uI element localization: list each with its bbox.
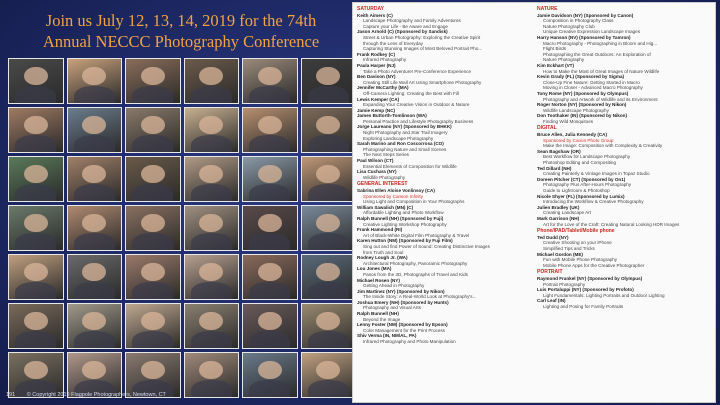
session-title: Personal Practice and Lifestyle Photography Business (363, 118, 474, 124)
speaker-name: Rodney Lough Jr. (WA) (357, 255, 408, 261)
portrait-body (15, 233, 56, 251)
speaker-name: Michael Rosen (NY) (357, 277, 400, 283)
session-title: Best Workflow for Landscape Photography (543, 154, 630, 160)
session-title: Capture your Life - Be Aware and Engage (363, 23, 448, 29)
speaker-name: Frank Rodkey (C) (357, 51, 396, 57)
speaker-name: Bruce Allen, Julia Kennedy (CA) (537, 132, 608, 138)
speaker-photo (125, 58, 181, 104)
portrait-body (74, 282, 115, 300)
slide-title (8, 10, 354, 52)
portrait-head (24, 361, 48, 379)
session-title: Lighting and Posing for Family Portraits (543, 303, 624, 309)
session-title: Affordable Lighting and Photo Workflow (363, 210, 444, 216)
session-title: Portrait Photography (543, 281, 586, 287)
session-title: Photoshop Editing and Compositing (543, 160, 617, 166)
session-title: Sing out and find Power of Sound: Creating Distinctive Images (363, 243, 490, 249)
portrait-head (141, 312, 165, 330)
speaker-name: Sean Bagshaw (OR) (537, 148, 581, 154)
session-title: Art of Black-White Digital Film Photography & Travel (363, 232, 470, 238)
speaker-list-right-column (537, 5, 715, 309)
speaker-name: Ted Dudd (NY) (537, 234, 569, 240)
speaker-photo (184, 205, 240, 251)
speaker-photo (184, 156, 240, 202)
portrait-head (199, 312, 223, 330)
session-title: Sponsored by Canson Infinity (363, 193, 424, 199)
portrait-head (199, 361, 223, 379)
speaker-photo (67, 205, 123, 251)
speaker-photo (242, 156, 298, 202)
speaker-photo (242, 58, 298, 104)
session-title: Wildlife Photography (363, 174, 406, 180)
portrait-body (74, 184, 115, 202)
speaker-photo (242, 254, 298, 300)
session-title: Composition in Photography Class (543, 18, 614, 24)
portrait-body (132, 233, 173, 251)
speaker-photo (301, 58, 357, 104)
portrait-body (249, 233, 290, 251)
session-title: Architectural Photography, Panoramic Photography (363, 260, 468, 266)
session-title: Introducing the Workflow & Creative Photography (543, 199, 644, 205)
speaker-photo (242, 205, 298, 251)
speaker-name: Shiv Verma (IN, NM/AL, PA) (357, 333, 417, 339)
portrait-head (141, 214, 165, 232)
portrait-body (191, 135, 232, 153)
speaker-name: Jorge Laureano (NY) (Sponsored by BHKK) (357, 124, 452, 130)
speaker-name: Jim Martinez (NY) (Sponsored by Nikon) (357, 288, 445, 294)
session-title: Creative Lighting Workshop Photography (363, 221, 447, 227)
speaker-name: Harry Hanson (NV) (Sponsored by Tamron) (537, 34, 631, 40)
portrait-body (191, 282, 232, 300)
portrait-head (82, 312, 106, 330)
session-title: Nature Photography (543, 57, 585, 63)
section-header: NATURE (537, 6, 558, 12)
session-title: Photography and Artwork of Wildlife and its Environment (543, 96, 658, 102)
session-title: Light Fundamentals: Lighting Portraits and Outdoor Lighting (543, 292, 665, 298)
portrait-body (74, 331, 115, 349)
copyright-text: © Copyright 2019 Flagpole Photographers, Newtown, CT (26, 392, 166, 398)
portrait-body (249, 380, 290, 398)
portrait-head (258, 165, 282, 183)
portrait-body (191, 331, 232, 349)
portrait-head (141, 67, 165, 85)
speaker-photo (8, 205, 64, 251)
speaker-photo (125, 107, 181, 153)
speaker-photo (67, 58, 123, 104)
section-header: SATURDAY (357, 6, 384, 12)
speaker-photo (125, 254, 181, 300)
session-title: Creative Shooting on your iPhone (543, 240, 612, 246)
speaker-photo (242, 107, 298, 153)
session-title: Simplified Tips and Tricks (543, 245, 595, 251)
portrait-head (316, 165, 340, 183)
session-title: Night Photography and Star Trail Imagery (363, 130, 448, 136)
title-line-1: Join us July 12, 13, 14, 2019 for the 74th (45, 11, 317, 30)
title-line-2: Annual NECCC Photography Conference (42, 32, 320, 51)
session-title: Creating Still Life Wall Art Using Smartphone Photography (363, 79, 482, 85)
speaker-photo (301, 352, 357, 398)
portrait-body (308, 86, 349, 104)
portrait-head (199, 214, 223, 232)
portrait-head (258, 361, 282, 379)
speaker-name: Raymond Frankel (NY) (Sponsored by Olympus) (537, 275, 643, 281)
speaker-name: Carl Leaf (IN) (537, 298, 566, 304)
portrait-body (15, 184, 56, 202)
speaker-photo (8, 303, 64, 349)
portrait-head (82, 116, 106, 134)
speaker-name: Paula Harper (NJ) (357, 62, 396, 68)
speaker-photo (125, 156, 181, 202)
session-title: Exploring Landscape Photography (363, 135, 434, 141)
speaker-name: Luis Portaluppi (NY) (Sponsored by Profoto) (537, 287, 634, 293)
session-title: Infrared Photography and Photo Manipulation (363, 339, 456, 345)
session-title: Infrared Photography (363, 57, 407, 63)
portrait-body (249, 86, 290, 104)
portrait-body (249, 184, 290, 202)
session-title: Guide to Lightroom & Photoshop (543, 188, 610, 193)
speaker-photo (301, 107, 357, 153)
speaker-name: Julien Bradley (UK) (537, 204, 580, 210)
portrait-head (24, 165, 48, 183)
speaker-name: Ralph Bunnell (NH) (357, 311, 399, 317)
speaker-list-panel (352, 2, 716, 403)
session-title: Photographing the Great Outdoors: An Exploration of (543, 51, 651, 57)
session-title: Finding Wild Mosquitoes (543, 118, 594, 124)
speaker-name: Ben Davison (NY) (357, 74, 396, 80)
portrait-head (82, 67, 106, 85)
portrait-head (141, 263, 165, 281)
speaker-name: Lisa Cuchara (NY) (357, 169, 397, 175)
speaker-photo-grid (8, 58, 356, 398)
portrait-head (141, 361, 165, 379)
portrait-head (316, 361, 340, 379)
speaker-photo (242, 352, 298, 398)
portrait-head (258, 263, 282, 281)
speaker-photo (184, 254, 240, 300)
portrait-body (308, 184, 349, 202)
speaker-photo (8, 254, 64, 300)
portrait-head (199, 263, 223, 281)
portrait-head (258, 67, 282, 85)
portrait-body (249, 331, 290, 349)
portrait-head (24, 116, 48, 134)
session-title: Flight Birds (543, 46, 566, 52)
portrait-body (132, 331, 173, 349)
speaker-name: James Buttorth-Tomlinson (WA) (357, 113, 427, 119)
session-title: Beyond the Image (363, 316, 401, 322)
session-title: Macro Photography - Photographing in Bloom and Hig... (543, 40, 658, 46)
portrait-head (258, 214, 282, 232)
portrait-body (191, 184, 232, 202)
portrait-head (82, 165, 106, 183)
session-title: Capturing Stunning Images of Most Beloved Portrait Pho... (363, 46, 483, 52)
portrait-body (308, 331, 349, 349)
portrait-body (308, 282, 349, 300)
portrait-body (308, 135, 349, 153)
session-title: How to Make the Most of Great Images of Nature Wildlife (543, 68, 660, 74)
speaker-photo (125, 303, 181, 349)
portrait-body (74, 233, 115, 251)
section-header: Phone/IPAD/Tablet/Mobile phone (537, 228, 615, 235)
section-header: DIGITAL (537, 125, 557, 132)
portrait-head (24, 312, 48, 330)
speaker-name: Ted Dillard (NH) (537, 165, 572, 171)
speaker-name: Lewis Kemper (CA) (357, 96, 400, 102)
speaker-name: Doreen Pitcher (CT) (Sponsored by On1) (537, 176, 626, 182)
speaker-list-left-column (357, 5, 535, 345)
speaker-name: Lenny Foster (NM) (Sponsored by Epson) (357, 322, 448, 328)
portrait-head (24, 263, 48, 281)
portrait-body (132, 184, 173, 202)
session-title: Nature Photography Club (543, 23, 595, 29)
portrait-head (82, 263, 106, 281)
speaker-name: Frank Hammond (RI) (357, 227, 403, 233)
session-title: Art for the Love of the Craft: Creating Natural Looking HDR Images (543, 221, 680, 227)
portrait-body (191, 86, 232, 104)
session-title: Make the Image: Composition with Complexity & Creativity (543, 143, 663, 149)
portrait-body (74, 86, 115, 104)
speaker-name: Jamie Kemp (NC) (357, 107, 396, 113)
speaker-photo (67, 303, 123, 349)
speaker-name: Mark Garrison (NH) (537, 215, 580, 221)
portrait-head (141, 165, 165, 183)
speaker-name: Keith Aimers (C) (357, 12, 393, 18)
session-title: Off-Camera Lighting: Creating the Best with Fill (363, 90, 459, 96)
speaker-name: Ralph Bunnell (NH) (Sponsored by Fuji) (357, 215, 444, 221)
speaker-photo (67, 107, 123, 153)
session-title: Photography and Visual Arts (363, 305, 421, 311)
speaker-name: Joshua Emery (NH) (Sponsored by Hunts) (357, 299, 449, 305)
session-title: Photography Plus After-Hours Photography (543, 182, 632, 188)
speaker-photo (8, 58, 64, 104)
speaker-photo (301, 205, 357, 251)
session-title: Panos from the 3D, Photographs of Travel and Kids (363, 271, 468, 277)
portrait-body (132, 86, 173, 104)
portrait-head (316, 116, 340, 134)
portrait-head (24, 214, 48, 232)
session-title: Creating Painterly & Vintage Images in Topaz Studio (543, 171, 650, 177)
session-title: Getting Ahead in Photography (363, 283, 425, 289)
section-header: PORTRAIT (537, 269, 563, 276)
speaker-name: Sabrina Ellen Aloise Vonlinsoy (CA) (357, 188, 435, 193)
speaker-photo (8, 156, 64, 202)
speaker-name: Karen Hutton (NM) (Sponsored by Fuji Film) (357, 238, 453, 244)
speaker-photo (301, 303, 357, 349)
speaker-photo (8, 107, 64, 153)
session-title: Creating Landscape Art (543, 210, 592, 216)
portrait-head (258, 116, 282, 134)
portrait-body (132, 282, 173, 300)
portrait-body (249, 135, 290, 153)
session-title: Fun with Mobile Phone Photography (543, 257, 618, 263)
speaker-name: Paul Wilson (CT) (357, 158, 394, 164)
portrait-body (249, 282, 290, 300)
session-title: Sponsored by Canon Photo Group (543, 137, 614, 143)
speaker-photo (184, 107, 240, 153)
speaker-photo (184, 58, 240, 104)
portrait-body (15, 135, 56, 153)
session-title: Landscape Photography and Family Adventures (363, 18, 461, 24)
portrait-head (199, 165, 223, 183)
portrait-body (191, 380, 232, 398)
speaker-photo (125, 205, 181, 251)
speaker-name: William Sawalich (MN) (C) (357, 204, 414, 210)
speaker-photo (184, 352, 240, 398)
portrait-head (316, 67, 340, 85)
portrait-body (15, 282, 56, 300)
speaker-photo (184, 303, 240, 349)
portrait-body (191, 233, 232, 251)
speaker-name: Lou Jones (MA) (357, 266, 392, 272)
speaker-name: Nicole Shyer (FL) (Sponsored by Lumix) (537, 193, 625, 199)
section-header: GENERAL INTEREST (357, 181, 408, 188)
speaker-photo (242, 303, 298, 349)
session-title: The Inside Story: A Real-World Look at Photography's... (363, 294, 477, 300)
portrait-head (24, 67, 48, 85)
speaker-name: Don Toothaker (IN) (Sponsored by Nikon) (537, 113, 628, 119)
session-title: Close-Up Fine Nature: Getting Started in Macro (543, 79, 640, 85)
portrait-head (82, 361, 106, 379)
portrait-body (15, 86, 56, 104)
speaker-name: Jamie Davidson (NY) (Sponsored by Canon) (537, 12, 634, 18)
portrait-body (308, 380, 349, 398)
speaker-name: Roger Norton (NY) (Sponsored by Nikon) (537, 102, 627, 108)
speaker-photo (301, 156, 357, 202)
session-title: Wildlife Landscape Photography (543, 107, 609, 113)
portrait-head (316, 263, 340, 281)
speaker-name: Kim Eckhart (VT) (537, 62, 575, 68)
portrait-head (258, 312, 282, 330)
session-title: Essential Elements of Composition for Wildlife (363, 163, 457, 169)
session-title: Take a Photo Adventure! Pre-Conference Experience (363, 68, 472, 74)
speaker-name: Sarah Marino and Ron Coscorrosa (CO) (357, 141, 444, 147)
session-title: through the Lens of Everyday (363, 40, 424, 46)
portrait-body (74, 135, 115, 153)
session-title: Using Light and Composition in Your Photographs (363, 199, 465, 205)
speaker-name: Michael Gordon (ME) (537, 251, 583, 257)
portrait-body (308, 233, 349, 251)
portrait-head (316, 312, 340, 330)
session-title: Unique Creative Expression Landscape Images (543, 29, 641, 35)
session-title: Mobile Phone Apps for the Creative Photographer (543, 262, 645, 268)
portrait-head (199, 116, 223, 134)
session-title: Moving in Closer - Advanced Macro Photography (543, 85, 643, 91)
portrait-head (316, 214, 340, 232)
speaker-photo (67, 254, 123, 300)
portrait-head (141, 116, 165, 134)
session-title: Expanding Your Creative Vision in Outdoor & Nature (363, 102, 470, 108)
speaker-photo (301, 254, 357, 300)
speaker-name: Jennifer McCarthy (MA) (357, 85, 409, 91)
speaker-name: Jason Arnold (C) (Sponsored by Sandisk) (357, 29, 448, 35)
session-title: Color Management for the Print Process (363, 327, 445, 333)
session-title: The Next Steps Series (363, 152, 409, 158)
speaker-name: Kevin Grady (FL) (Sponsored by Sigma) (537, 74, 625, 80)
session-title: Photographing Nature and Small Scenes (363, 146, 447, 152)
page-number: 191 (6, 392, 16, 398)
session-title: Street & Urban Photography: Exploring the Creative Spirit (363, 34, 481, 40)
slide-footer (6, 392, 166, 398)
speaker-name: Tony Rome (NY) (Sponsored by Olympus) (537, 90, 629, 96)
portrait-head (82, 214, 106, 232)
session-title: from Truth and Soul (363, 249, 404, 255)
portrait-head (199, 67, 223, 85)
portrait-body (15, 331, 56, 349)
portrait-body (132, 135, 173, 153)
speaker-photo (67, 156, 123, 202)
